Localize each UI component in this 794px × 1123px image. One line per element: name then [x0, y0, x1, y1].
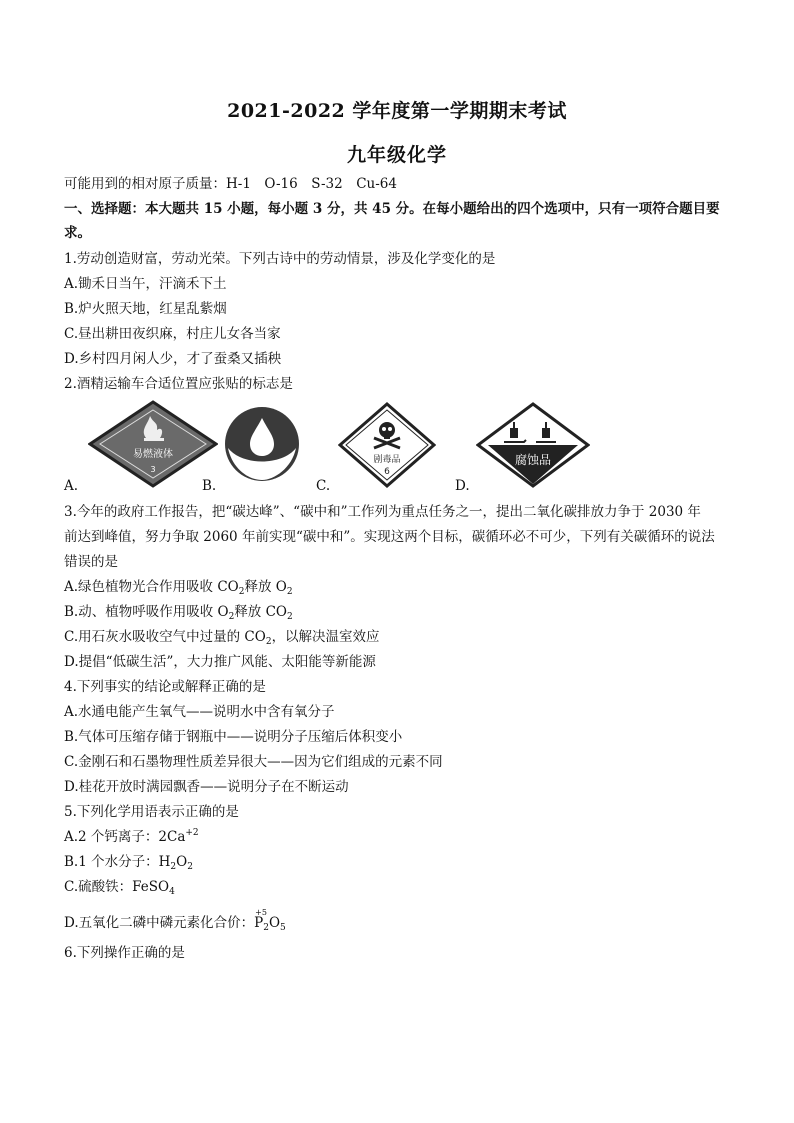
q2-stem: 2.酒精运输车合适位置应张贴的标志是: [64, 376, 293, 392]
sign-a-number: 3: [150, 465, 156, 474]
q4-option-c: C.金刚石和石墨物理性质差异很大——因为它们组成的元素不同: [64, 754, 443, 770]
water-drop-logo-icon: [222, 404, 302, 484]
q5-option-a: A.2 个钙离子：$2Ca^{+2}$: [64, 828, 199, 845]
q6-stem: 6.下列操作正确的是: [64, 945, 185, 961]
q5-option-d: D.五氧化二磷中磷元素化合价： +5 $P_2O_5$: [64, 908, 286, 933]
q3-stem-line1: 3.今年的政府工作报告，把“碳达峰”、“碳中和”工作列为重点任务之一，提出二氧化碳排放力争于 2030 年: [64, 504, 701, 520]
q5-option-c: C.硫酸铁：FeSO$_4$: [64, 879, 175, 897]
sign-d-text: 腐蚀品: [514, 453, 552, 467]
q1-option-b: B.炉火照天地，红星乱紫烟: [64, 301, 227, 317]
q4-option-d: D.桂花开放时满园飘香——说明分子在不断运动: [64, 779, 349, 795]
q3-stem-line2: 前达到峰值，努力争取 2060 年前实现“碳中和”。实现这两个目标，碳循环必不可少，下列有关碳循环的说法: [64, 529, 715, 545]
exam-title: 2021-2022 学年度第一学期期末考试: [227, 100, 567, 122]
q2-label-d: D.: [455, 478, 470, 494]
q1-option-d: D.乡村四月闲人少，才了蚕桑又插秧: [64, 351, 282, 367]
q2-label-a: A.: [64, 478, 79, 494]
corrosive-sign-icon: [476, 402, 590, 488]
q1-stem: 1.劳动创造财富，劳动光荣。下列古诗中的劳动情景，涉及化学变化的是: [64, 251, 496, 267]
section-instructions-line1: 一、选择题：本大题共 15 小题，每小题 3 分，共 45 分。在每小题给出的四个选项中，只有一项符合题目要: [64, 201, 720, 217]
q5-stem: 5.下列化学用语表示正确的是: [64, 804, 239, 820]
q3-option-d: D.提倡“低碳生活”，大力推广风能、太阳能等新能源: [64, 654, 376, 670]
sign-a-text: 易燃液体: [133, 449, 173, 460]
q3-stem-line3: 错误的是: [64, 554, 118, 570]
flammable-liquid-sign-icon: [88, 400, 218, 488]
q3-option-a: A.绿色植物光合作用吸收 $CO_2$释放 $O_2$: [64, 579, 293, 597]
q4-option-b: B.气体可压缩存储于钢瓶中——说明分子压缩后体积变小: [64, 729, 403, 745]
sign-c-text: 剧毒品: [373, 455, 401, 465]
q3-option-c: C.用石灰水吸收空气中过量的 $CO_2$，以解决温室效应: [64, 629, 380, 647]
q1-option-c: C.昼出耕田夜织麻，村庄儿女各当家: [64, 326, 281, 342]
q5-option-b: B.1 个水分子：$H_2O_2$: [64, 854, 193, 872]
exam-subtitle: 九年级化学: [346, 144, 447, 166]
sign-c-number: 6: [384, 467, 390, 477]
q2-label-b: B.: [202, 478, 217, 494]
q2-label-c: C.: [316, 478, 331, 494]
q3-option-b: B.动、植物呼吸作用吸收 $O_2$释放 $CO_2$: [64, 604, 293, 622]
q4-stem: 4.下列事实的结论或解释正确的是: [64, 679, 266, 695]
section-instructions-line2: 求。: [64, 225, 91, 241]
q1-option-a: A.锄禾日当午，汗滴禾下土: [64, 276, 227, 292]
toxic-sign-icon: [338, 402, 436, 488]
q4-option-a: A.水通电能产生氧气——说明水中含有氧分子: [64, 704, 335, 720]
atomic-masses: 可能用到的相对原子质量：H-1 O-16 S-32 Cu-64: [64, 176, 397, 192]
